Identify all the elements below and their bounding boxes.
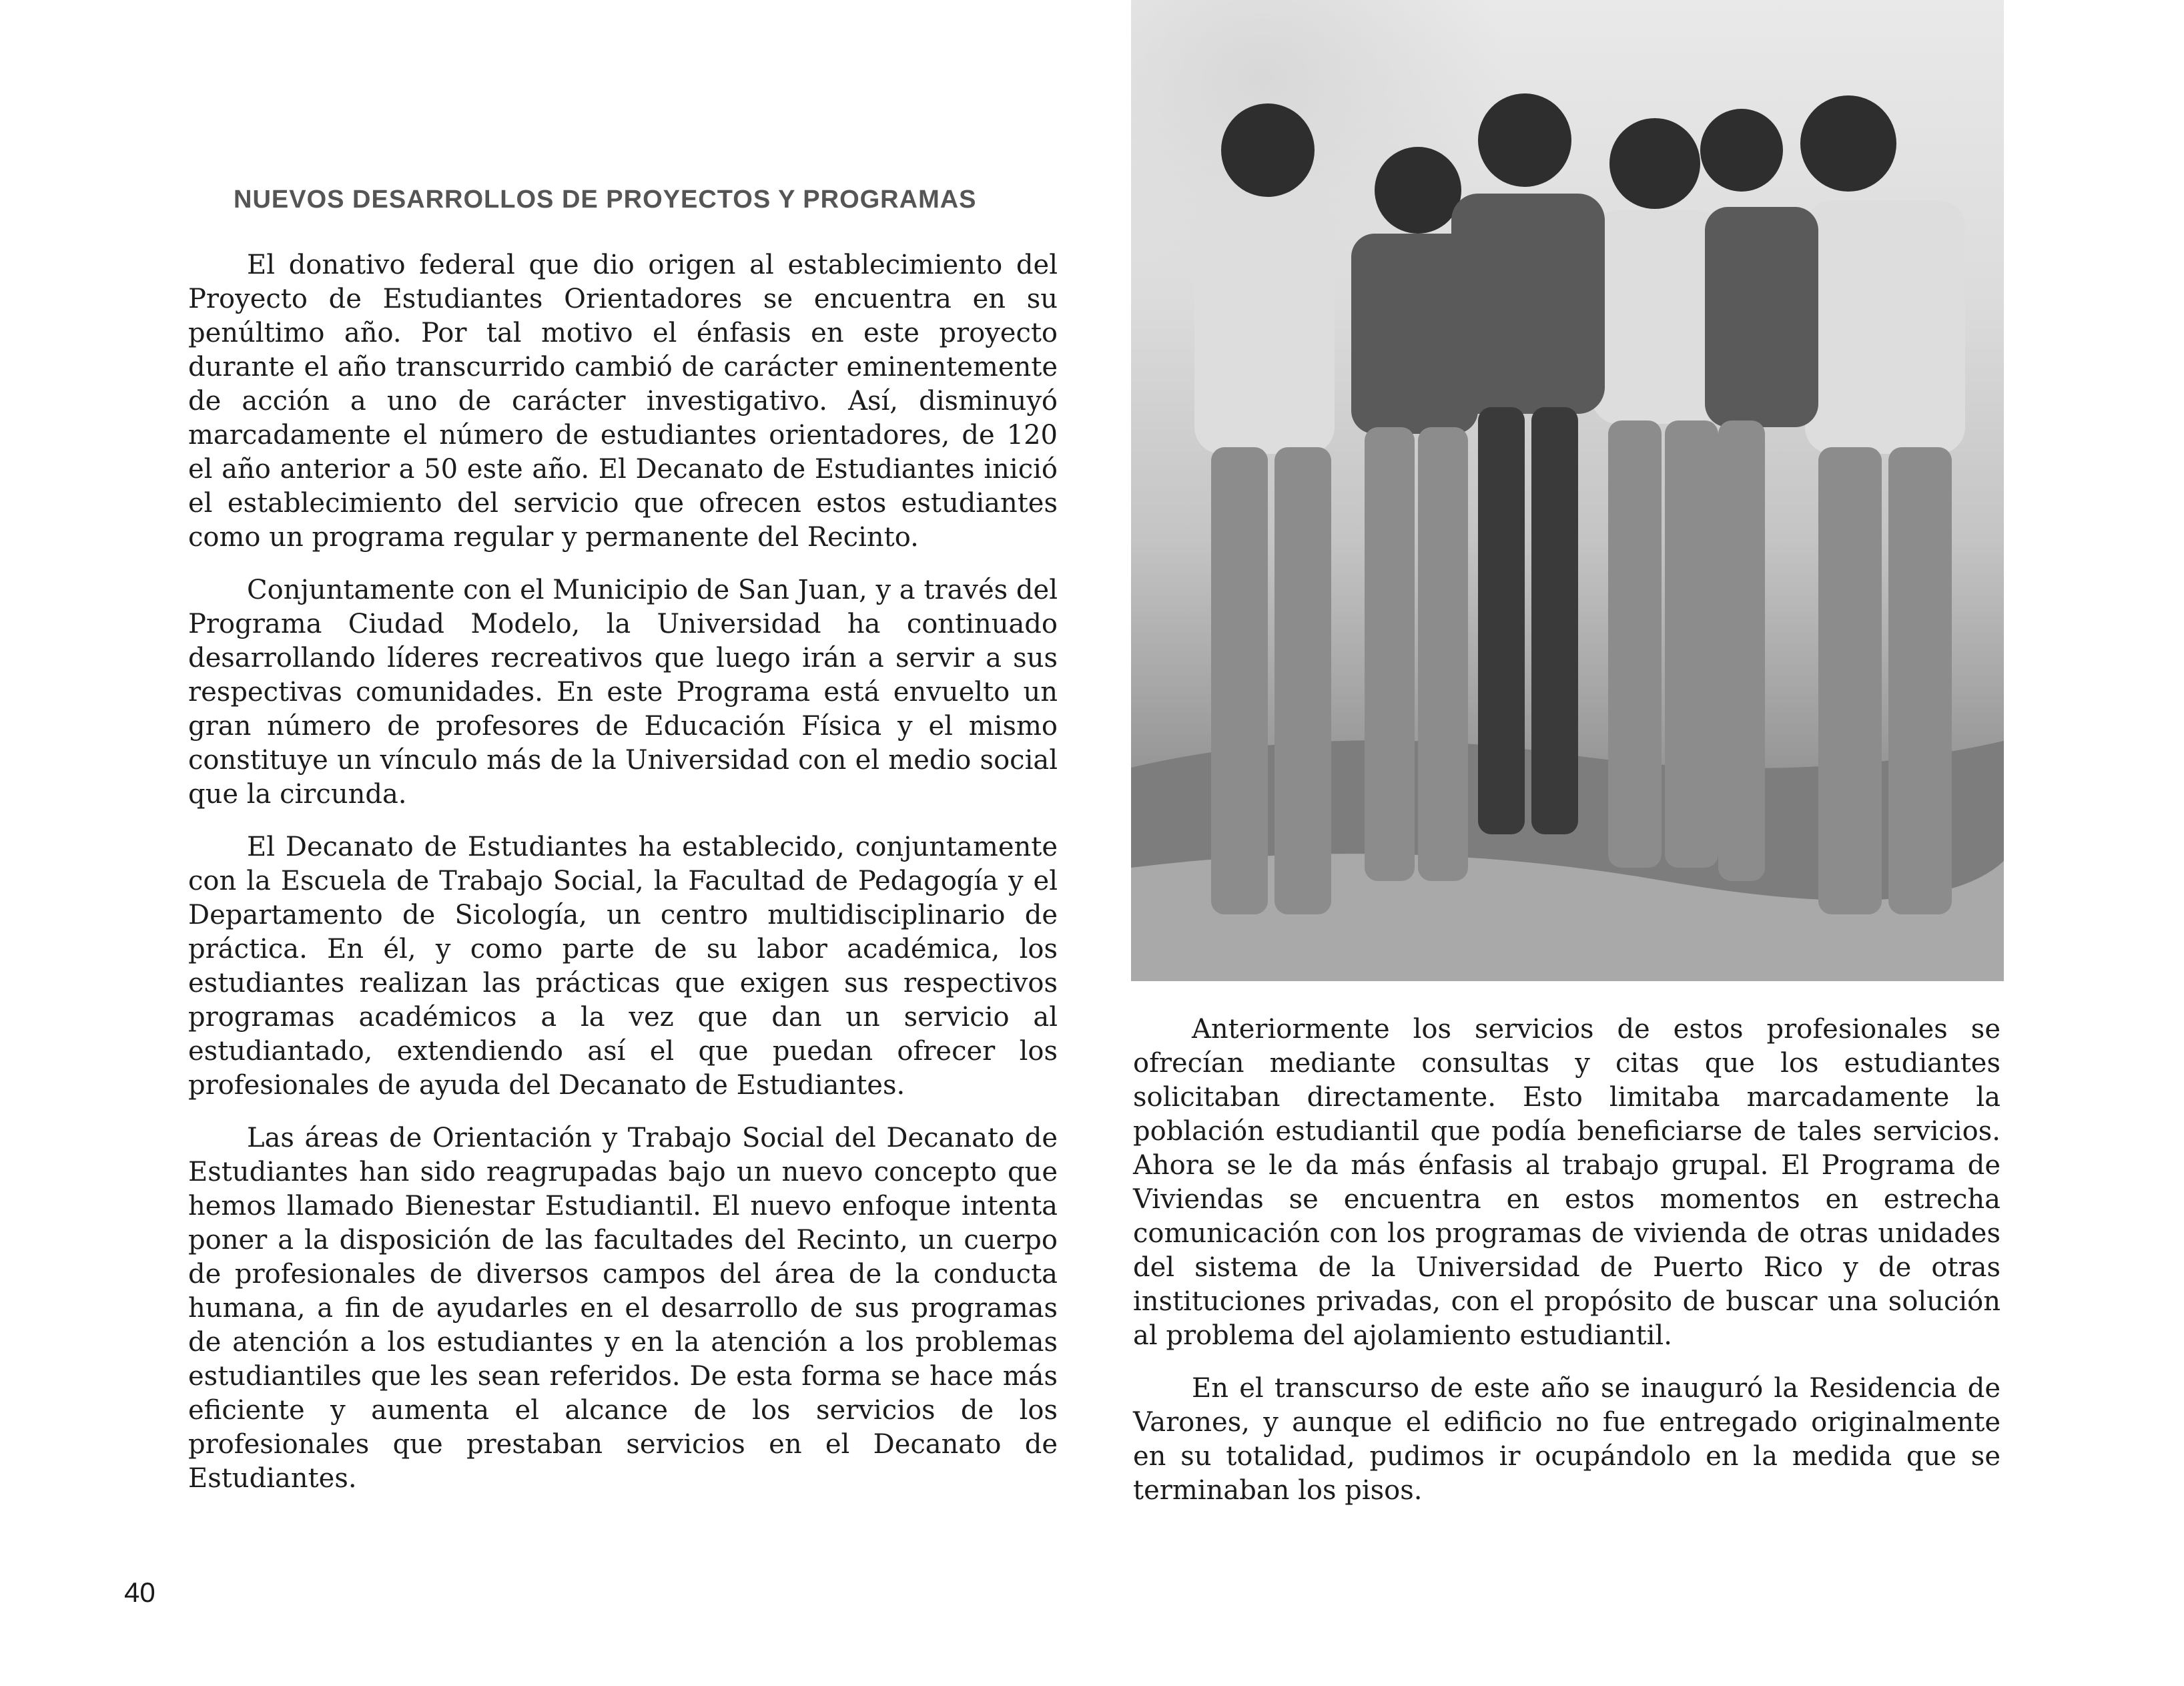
paragraph: Anteriormente los servicios de estos profesionales se ofrecían mediante consultas y citas que los estudiantes solicitaban directamente. Esto limitaba marcadamente la población estudiantil que podía beneficiarse de tales servicios. Ahora se le da más énfasis al trabajo grupal. El Programa de Viviendas se encuentra en estos momentos en estrecha comunicación con los programas de vivienda de otras unidades del sistema de la Universidad de Puerto Rico y de otras instituciones privadas, con el propósito de buscar una solución al problema del ajolamiento estudiantil. (1133, 1014, 2000, 1351)
section-heading: NUEVOS DESARROLLOS DE PROYECTOS Y PROGRAMAS (234, 186, 977, 214)
page-number: 40 (124, 1577, 155, 1608)
paragraph: Las áreas de Orientación y Trabajo Social del Decanato de Estudiantes han sido reagrupadas bajo un nuevo concepto que hemos llamado Bienestar Estudiantil. El nuevo enfoque intenta poner a la disposición de las facultades del Recinto, un cuerpo de profesionales de diversos campos del área de la conducta humana, a fin de ayudarles en el desarrollo de sus programas de atención a los estudiantes y en la atención a los problemas estudiantiles que les sean referidos. De esta forma se hace más eficiente y aumenta el alcance de los servicios de los profesionales que prestaban servicios en el Decanato de Estudiantes. (188, 1123, 1058, 1494)
paragraph: El donativo federal que dio origen al establecimiento del Proyecto de Estudiantes Orientadores se encuentra en su penúltimo año. Por tal motivo el énfasis en este proyecto durante el año transcurrido cambió de carácter eminentemente de acción a uno de carácter investigativo. Así, disminuyó marcadamente el número de estudiantes orientadores, de 120 el año anterior a 50 este año. El Decanato de Estudiantes inició el establecimiento del servicio que ofrecen estos estudiantes como un programa regular y permanente del Recinto. (188, 250, 1058, 553)
group-photo-illustration (1131, 0, 2004, 981)
right-text-column (1133, 1013, 2000, 1526)
paragraph: El Decanato de Estudiantes ha establecido, conjuntamente con la Escuela de Trabajo Social, la Facultad de Pedagogía y el Departamento de Sicología, un centro multidisciplinario de práctica. En él, y como parte de su labor académica, los estudiantes realizan las prácticas que exigen sus respectivos programas académicos a la vez que dan un servicio al estudiantado, extendiendo así el que puedan ofrecer los profesionales de ayuda del Decanato de Estudiantes. (188, 832, 1058, 1101)
left-text-column (188, 248, 1058, 1514)
paragraph: En el transcurso de este año se inauguró la Residencia de Varones, y aunque el edificio no fue entregado originalmente en su totalidad, pudimos ir ocupándolo en la medida que se terminaban los pisos. (1133, 1373, 2000, 1506)
group-photo (1131, 0, 2004, 981)
paragraph: Conjuntamente con el Municipio de San Juan, y a través del Programa Ciudad Modelo, la Universidad ha continuado desarrollando líderes recreativos que luego irán a servir a sus respectivas comunidades. En este Programa está envuelto un gran número de profesores de Educación Física y el mismo constituye un vínculo más de la Universidad con el medio social que la circunda. (188, 575, 1058, 810)
